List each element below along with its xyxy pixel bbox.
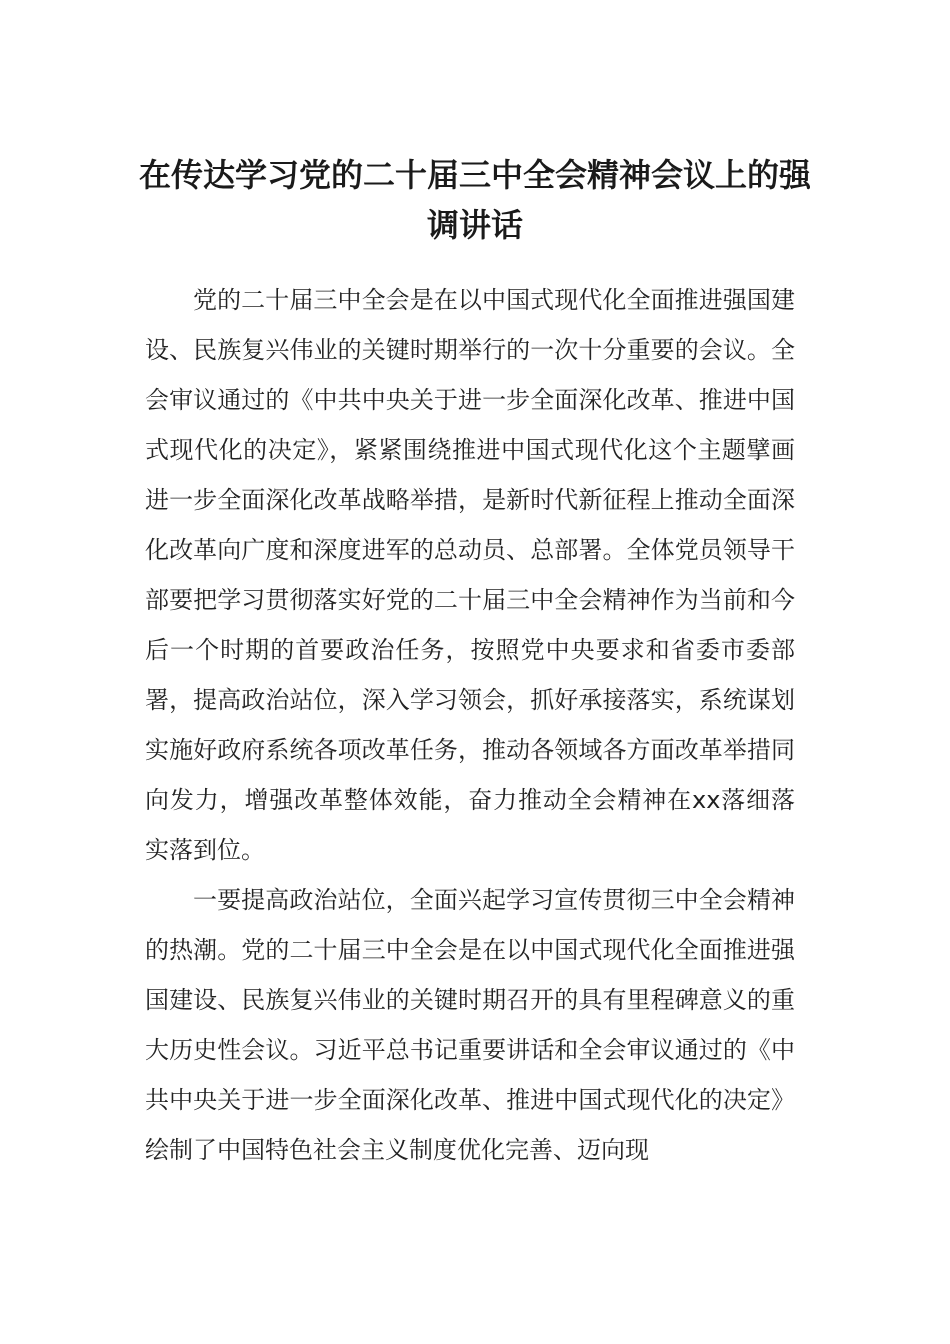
document-title: 在传达学习党的二十届三中全会精神会议上的强调讲话 (138, 156, 811, 244)
paragraph-1: 党的二十届三中全会是在以中国式现代化全面推进强国建设、民族复兴伟业的关键时期举行的一次十分重要的会议。全会审议通过的《中共中央关于进一步全面深化改革、推进中国式现代化的决定》，紧紧围绕推进中国式现代化这个主题擘画进一步全面深化改革战略举措，是新时代新征程上推动全面深化改革向广度和深度进军的总动员、总部署。全体党员领导干部要把学习贯彻落实好党的二十届三中全会精神作为当前和今后一个时期的首要政治任务，按照党中央要求和省委市委部署，提高政治站位，深入学习领会，抓好承接落实，系统谋划实施好政府系统各项改革任务，推动各领域各方面改革举措同向发力，增强改革整体效能，奋力推动全会精神在xx落细落实落到位。 (145, 286, 795, 864)
document-body (145, 275, 795, 1175)
paragraph-2: 一要提高政治站位，全面兴起学习宣传贯彻三中全会精神的热潮。党的二十届三中全会是在以中国式现代化全面推进强国建设、民族复兴伟业的关键时期召开的具有里程碑意义的重大历史性会议。习近平总书记重要讲话和全会审议通过的《中共中央关于进一步全面深化改革、推进中国式现代化的决定》绘制了中国特色社会主义制度优化完善、迈向现 (145, 886, 795, 1164)
